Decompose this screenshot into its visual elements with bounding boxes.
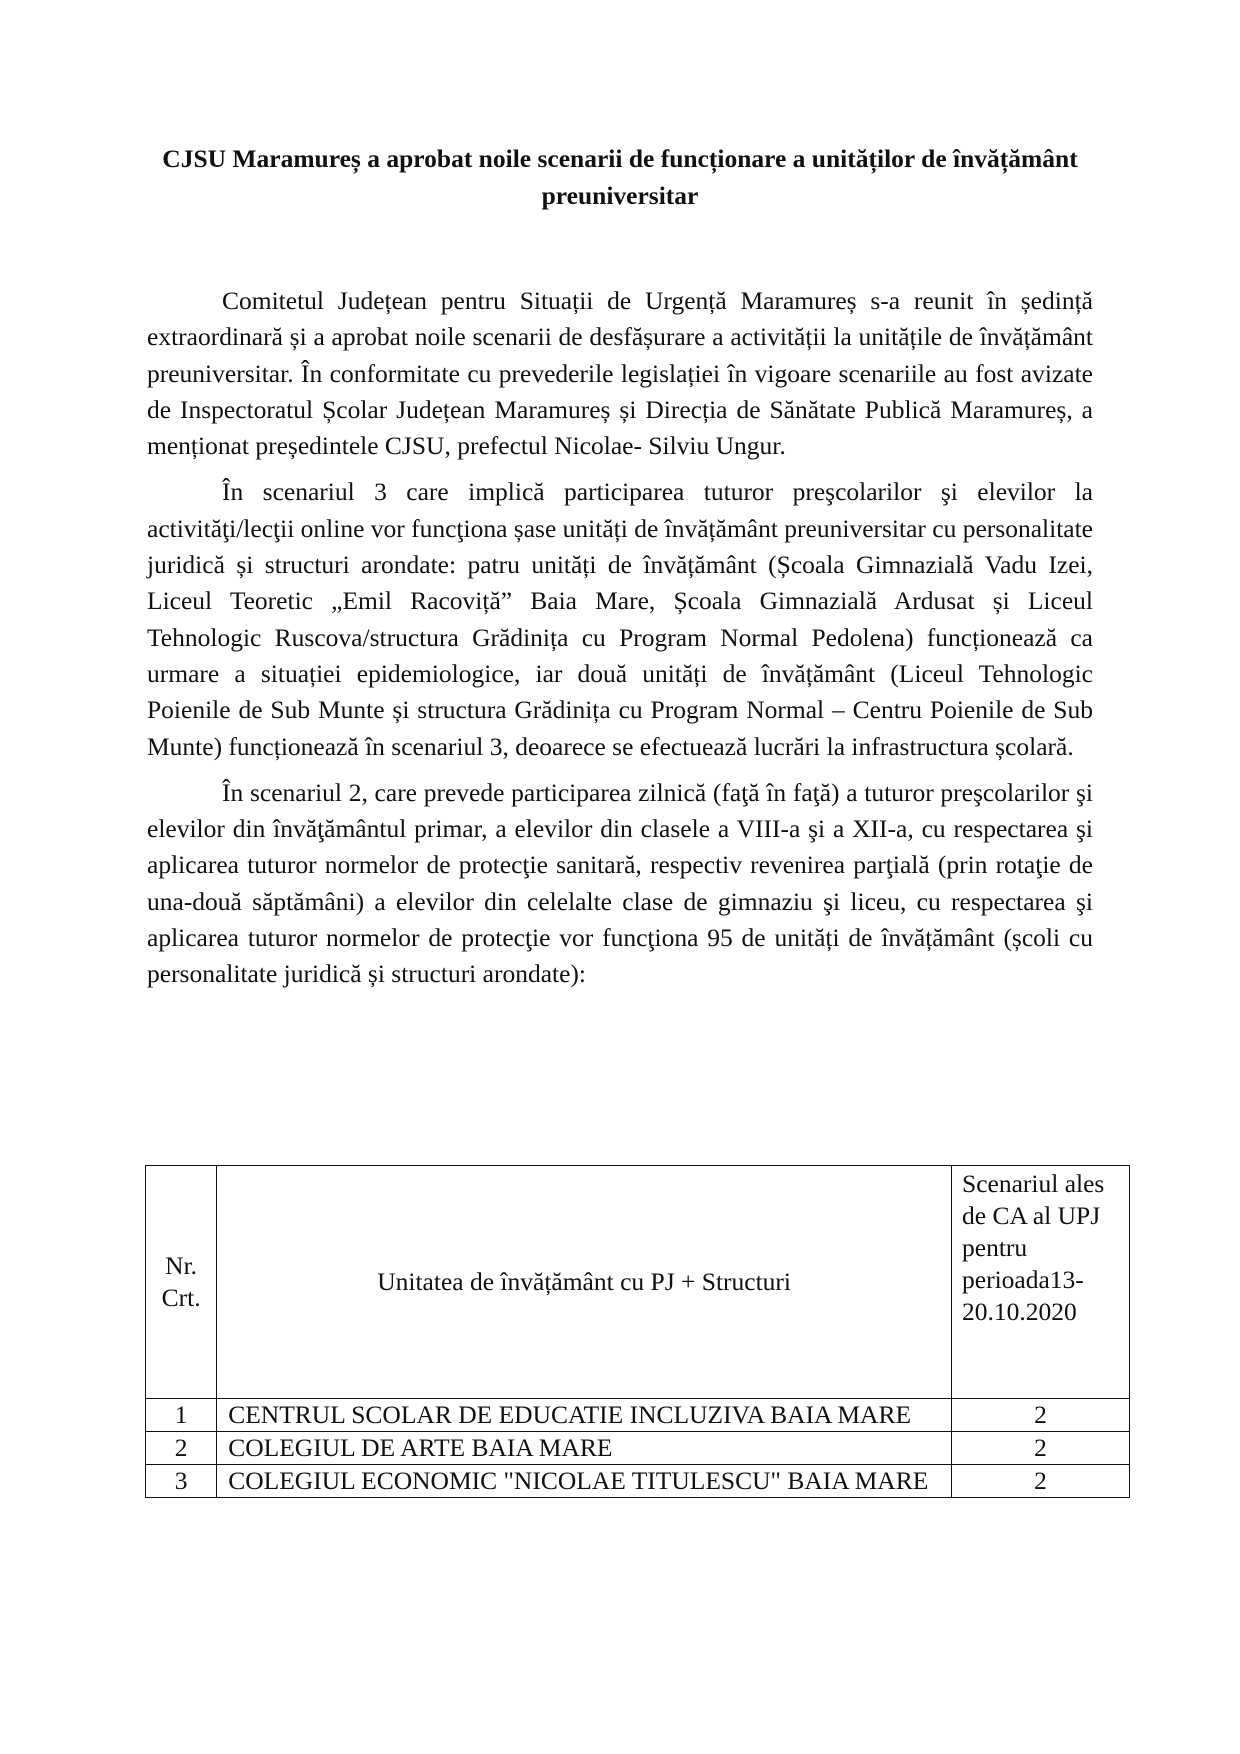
row-unit-name: COLEGIUL ECONOMIC "NICOLAE TITULESCU" BAIA MARE <box>217 1465 952 1498</box>
document-body <box>147 283 1093 1003</box>
document-title: CJSU Maramureș a aprobat noile scenarii de funcționare a unităților de învățământ preuniversitar <box>162 144 1078 210</box>
row-scenario: 2 <box>952 1465 1130 1498</box>
header-nr-crt: Nr. Crt. <box>146 1166 217 1399</box>
paragraph-scenario-2: În scenariul 2, care prevede participarea zilnică (faţă în faţă) a tuturor preşcolarilor şi elevilor din învăţământul primar, a elevilor din clasele a VIII-a şi a XII-a, cu respectarea şi aplicarea tuturor normelor de protecţie sanitară, respectiv revenirea parţială (prin rotaţie de una-două săptămâni) a elevilor din celelalte clase de gimnaziu şi liceu, cu respectarea şi aplicarea tuturor normelor de protecţie vor funcţiona 95 de unități de învățământ (școli cu personalitate juridică și structuri arondate): <box>147 777 1093 989</box>
paragraph-scenario-3: În scenariul 3 care implică participarea tuturor preşcolarilor şi elevilor la activităţi/lecţii online vor funcţiona șase unități de învățământ preuniversitar cu personalitate juridică și structuri arondate: patru unități de învățământ (Școala Gimnazială Vadu Izei, Liceul Teoretic „Emil Racoviță” Baia Mare, Școala Gimnazială Ardusat și Liceul Tehnologic Ruscova/structura Grădinița cu Program Normal Pedolena) funcționează ca urmare a situației epidemiologice, iar două unități de învățământ (Liceul Tehnologic Poienile de Sub Munte și structura Grădinița cu Program Normal – Centru Poienile de Sub Munte) funcționează în scenariul 3, deoarece se efectuează lucrări la infrastructura școlară. <box>147 477 1094 761</box>
table-header-row <box>146 1166 1130 1399</box>
table-row <box>146 1399 1130 1432</box>
table-row <box>146 1432 1130 1465</box>
row-number: 1 <box>146 1399 217 1432</box>
row-scenario: 2 <box>952 1432 1130 1465</box>
row-scenario: 2 <box>952 1399 1130 1432</box>
row-number: 3 <box>146 1465 217 1498</box>
table-row <box>146 1465 1130 1498</box>
row-number: 2 <box>146 1432 217 1465</box>
units-table <box>145 1165 1130 1498</box>
header-scenario: Scenariul ales de CA al UPJ pentru perioada13-20.10.2020 <box>952 1166 1130 1399</box>
header-unit: Unitatea de învățământ cu PJ + Structuri <box>217 1166 952 1399</box>
row-unit-name: CENTRUL SCOLAR DE EDUCATIE INCLUZIVA BAIA MARE <box>217 1399 952 1432</box>
row-unit-name: COLEGIUL DE ARTE BAIA MARE <box>217 1432 952 1465</box>
paragraph-intro: Comitetul Județean pentru Situații de Urgență Maramureș s-a reunit în ședință extraordinară și a aprobat noile scenarii de desfășurare a activității la unitățile de învățământ preuniversitar. În conformitate cu prevederile legislației în vigoare scenariile au fost avizate de Inspectoratul Școlar Județean Maramureș și Direcția de Sănătate Publică Maramureș, a menționat președintele CJSU, prefectul Nicolae- Silviu Ungur. <box>147 286 1093 461</box>
